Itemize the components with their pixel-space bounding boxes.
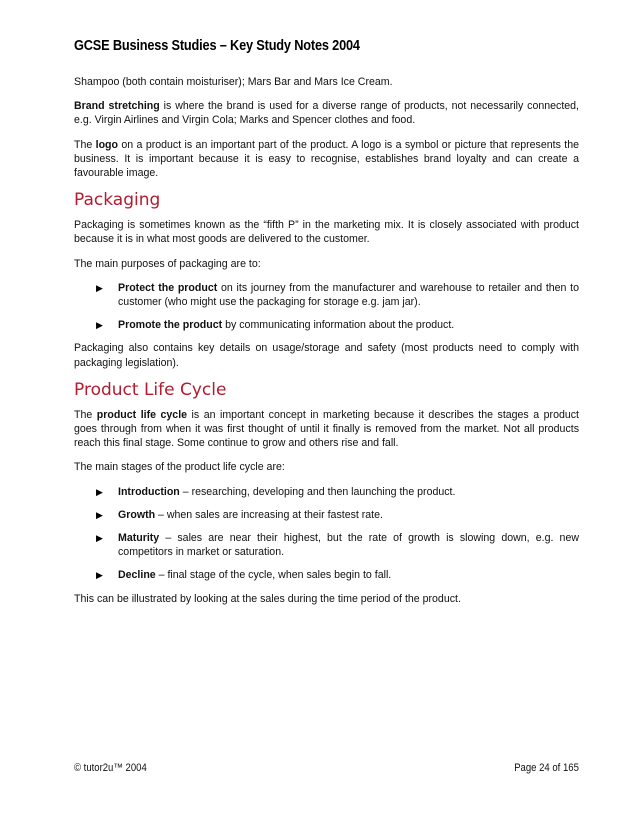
list-item-term: Growth [118, 508, 156, 521]
brand-stretching-text: is where the brand is used for a diverse range of products, not necessarily connected, e.g. Virgin Airlines and Virgin Cola; Marks and Spencer clothes and food. [74, 100, 579, 127]
product-life-cycle-heading: Product Life Cycle [74, 379, 227, 400]
list-item [74, 531, 579, 559]
list-item [74, 568, 579, 582]
logo-paragraph [74, 138, 579, 181]
bullet-arrow-icon: ▶ [96, 533, 103, 544]
page-content [74, 75, 579, 616]
list-item-text: – final stage of the cycle, when sales begin to fall. [155, 569, 392, 582]
intro-paragraph-1: Shampoo (both contain moisturiser); Mars Bar and Mars Ice Cream. [74, 76, 393, 88]
list-item-text: on its journey from the manufacturer and warehouse to retailer and then to customer (who might use the packaging for storage e.g. jam jar). [118, 281, 580, 309]
list-item [74, 318, 579, 332]
page-number: Page 24 of 165 [514, 762, 579, 774]
bullet-arrow-icon: ▶ [96, 320, 103, 331]
logo-term: logo [95, 138, 118, 151]
list-item-text: by communicating information about the product. [222, 319, 455, 332]
plc-stages-list [74, 485, 579, 583]
list-item [74, 508, 579, 522]
list-item-text: – researching, developing and then launching the product. [179, 485, 456, 498]
plc-pre: The [74, 408, 97, 421]
plc-term: product life cycle [96, 408, 188, 421]
packaging-heading: Packaging [74, 190, 161, 211]
plc-text: is an important concept in marketing because it describes the stages a product goes through from when it was first thought of until it finally is removed from the market. Not all products reach this final stage. Some continue to grow and others rise and fall. [74, 408, 579, 450]
logo-text: on a product is an important part of the product. A logo is a symbol or picture that represents the business. It is important because it is easy to recognise, establishes brand loyalty and can create a favourable image. [74, 138, 579, 180]
brand-stretching-paragraph [74, 99, 579, 127]
packaging-paragraph-2: The main purposes of packaging are to: [74, 257, 261, 270]
document-page [74, 0, 579, 826]
list-item [74, 281, 579, 309]
list-item-term: Promote the product [118, 319, 223, 332]
bullet-arrow-icon: ▶ [96, 486, 103, 497]
list-item-text: – sales are near their highest, but the rate of growth is slowing down, e.g. new competitors in market or saturation. [118, 532, 579, 559]
brand-stretching-term: Brand stretching [74, 100, 160, 113]
bullet-arrow-icon: ▶ [96, 570, 103, 581]
packaging-paragraph-1: Packaging is sometimes known as the “fifth P” in the marketing mix. It is closely associated with product because it is in what most goods are delivered to the customer. [74, 219, 579, 246]
list-item-term: Introduction [118, 485, 180, 498]
plc-paragraph-1 [74, 408, 579, 451]
list-item-term: Decline [118, 569, 156, 582]
list-item [74, 485, 579, 499]
list-item-term: Protect the product [118, 281, 218, 294]
logo-pre: The [74, 138, 96, 151]
list-item-text: – when sales are increasing at their fastest rate. [155, 508, 383, 521]
running-header: GCSE Business Studies – Key Study Notes 2004 [74, 38, 360, 54]
bullet-arrow-icon: ▶ [96, 509, 103, 520]
bullet-arrow-icon: ▶ [96, 282, 103, 293]
plc-paragraph-2: The main stages of the product life cycle are: [74, 461, 285, 474]
plc-paragraph-3: This can be illustrated by looking at the sales during the time period of the product. [74, 592, 461, 605]
list-item-term: Maturity [118, 532, 160, 545]
packaging-purposes-list [74, 281, 579, 333]
packaging-paragraph-3: Packaging also contains key details on usage/storage and safety (most products need to comply with packaging legislation). [74, 342, 579, 369]
copyright-text: © tutor2u™ 2004 [74, 762, 147, 774]
